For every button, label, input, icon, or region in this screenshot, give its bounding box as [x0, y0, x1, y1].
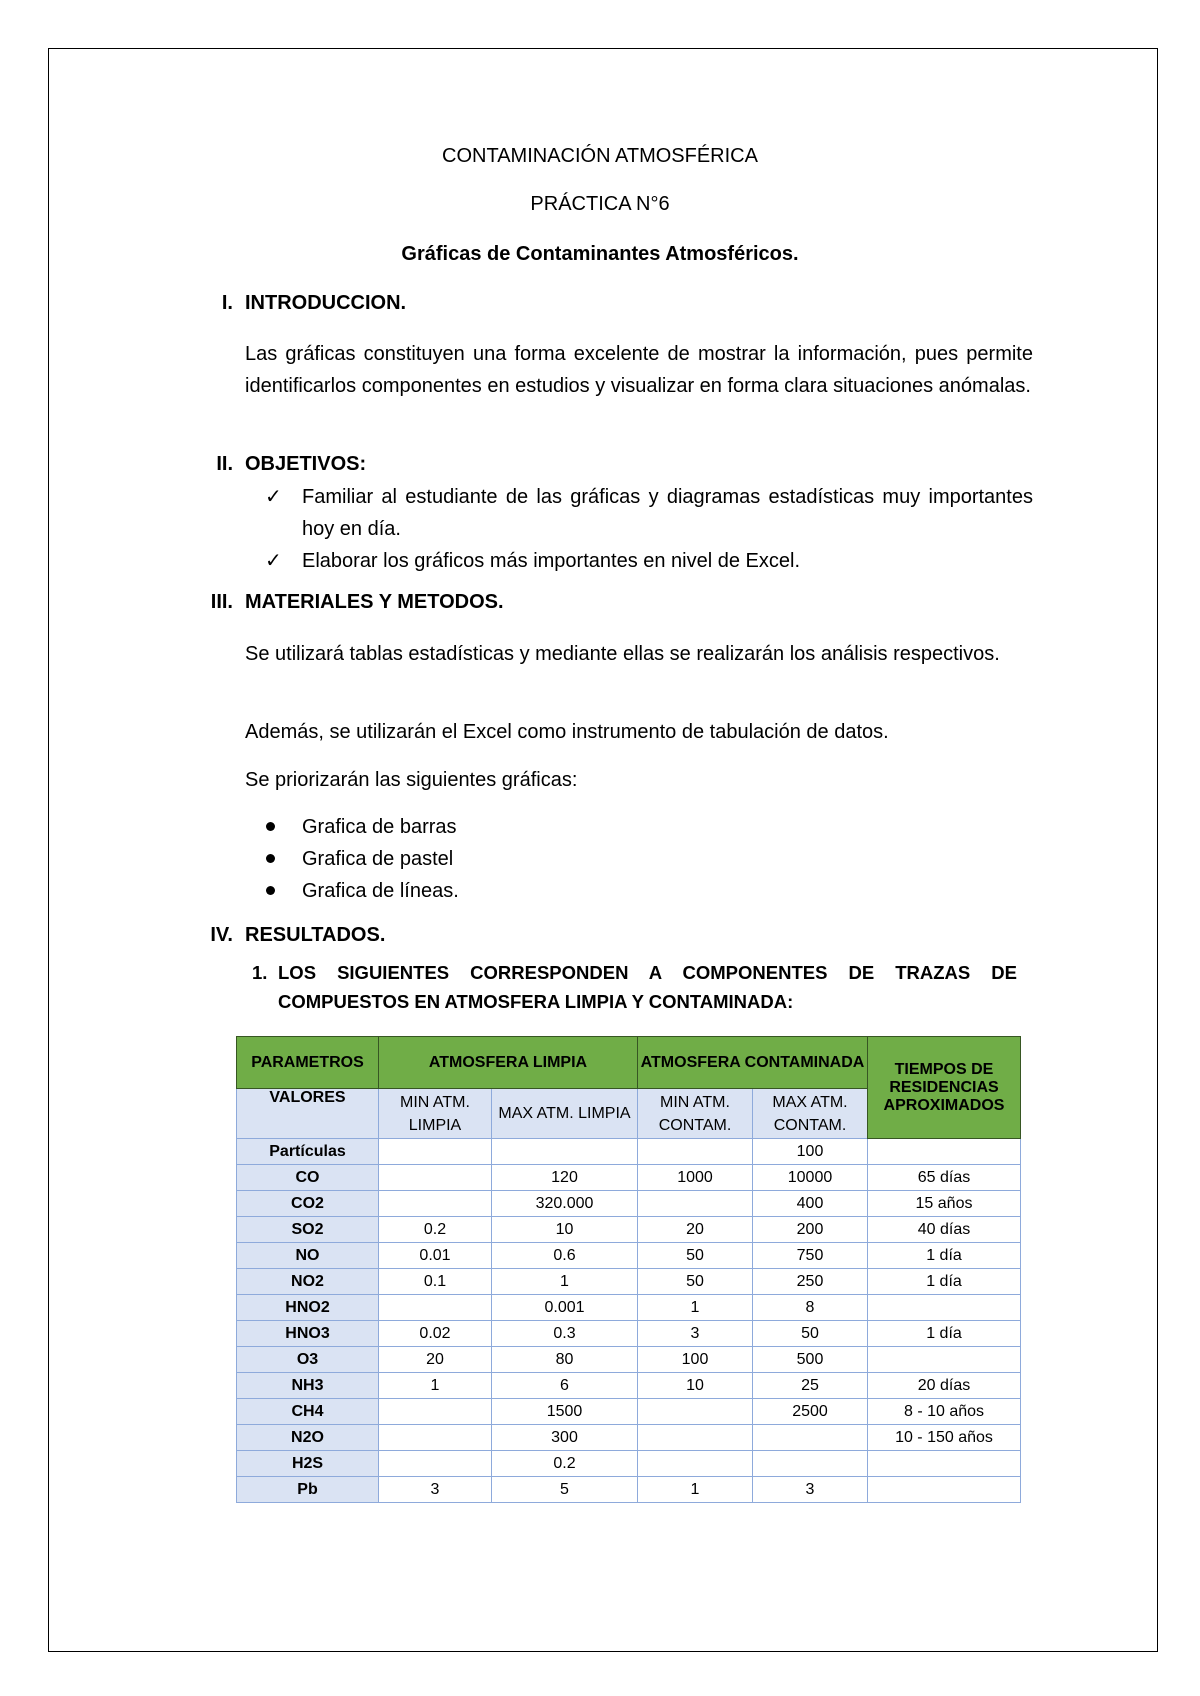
document-title: CONTAMINACIÓN ATMOSFÉRICA	[442, 145, 758, 167]
parameter-name: O3	[237, 1347, 379, 1373]
min-contam-value: 1	[638, 1295, 753, 1321]
residence-time-value: 15 años	[868, 1191, 1021, 1217]
section-number: III.	[210, 591, 233, 613]
residence-time-value: 10 - 150 años	[868, 1425, 1021, 1451]
bullet-icon	[266, 854, 275, 863]
parameter-name: NH3	[237, 1373, 379, 1399]
methods-paragraph-3: Se priorizarán las siguientes gráficas:	[245, 769, 578, 791]
min-contam-value	[638, 1399, 753, 1425]
min-contam-value: 100	[638, 1347, 753, 1373]
max-limpia-value: 1	[492, 1269, 638, 1295]
section-title: RESULTADOS.	[245, 924, 386, 946]
max-limpia-value: 80	[492, 1347, 638, 1373]
min-limpia-value: 3	[379, 1477, 492, 1503]
min-limpia-value	[379, 1399, 492, 1425]
min-limpia-value: 20	[379, 1347, 492, 1373]
header-min-limpia: MIN ATM. LIMPIA	[379, 1089, 492, 1139]
header-parametros: PARAMETROS	[237, 1037, 379, 1089]
table-row	[237, 1373, 1021, 1399]
table-row	[237, 1139, 1021, 1165]
min-limpia-value	[379, 1139, 492, 1165]
min-contam-value	[638, 1425, 753, 1451]
min-limpia-value: 1	[379, 1373, 492, 1399]
min-limpia-value	[379, 1295, 492, 1321]
header-tiempos-residencia: TIEMPOS DE RESIDENCIAS APROXIMADOS	[868, 1037, 1021, 1139]
max-contam-value	[753, 1451, 868, 1477]
residence-time-value	[868, 1139, 1021, 1165]
max-limpia-value: 120	[492, 1165, 638, 1191]
min-contam-value	[638, 1191, 753, 1217]
results-item	[252, 958, 1017, 1016]
document-subtitle: Gráficas de Contaminantes Atmosféricos.	[401, 243, 799, 265]
max-contam-value	[753, 1425, 868, 1451]
residence-time-value: 65 días	[868, 1165, 1021, 1191]
max-contam-value: 3	[753, 1477, 868, 1503]
section-heading-results	[210, 924, 386, 947]
max-limpia-value: 0.6	[492, 1243, 638, 1269]
header-max-limpia: MAX ATM. LIMPIA	[492, 1089, 638, 1139]
parameter-name: NO2	[237, 1269, 379, 1295]
min-limpia-value: 0.1	[379, 1269, 492, 1295]
header-min-contam: MIN ATM. CONTAM.	[638, 1089, 753, 1139]
min-contam-value: 3	[638, 1321, 753, 1347]
residence-time-value: 8 - 10 años	[868, 1399, 1021, 1425]
residence-time-value	[868, 1295, 1021, 1321]
min-contam-value: 50	[638, 1243, 753, 1269]
max-limpia-value: 1500	[492, 1399, 638, 1425]
table-row	[237, 1425, 1021, 1451]
residence-time-value	[868, 1477, 1021, 1503]
header-atmosfera-contaminada: ATMOSFERA CONTAMINADA	[638, 1037, 868, 1089]
max-contam-value: 2500	[753, 1399, 868, 1425]
parameter-name: CH4	[237, 1399, 379, 1425]
table-row	[237, 1217, 1021, 1243]
max-limpia-value: 0.3	[492, 1321, 638, 1347]
residence-time-value	[868, 1347, 1021, 1373]
min-limpia-value	[379, 1191, 492, 1217]
min-contam-value: 50	[638, 1269, 753, 1295]
max-contam-value: 750	[753, 1243, 868, 1269]
min-contam-value: 20	[638, 1217, 753, 1243]
section-heading-intro	[221, 292, 407, 315]
chart-type-item: Grafica de pastel	[302, 848, 454, 870]
max-limpia-value	[492, 1139, 638, 1165]
parameter-name: CO	[237, 1165, 379, 1191]
parameter-name: SO2	[237, 1217, 379, 1243]
parameter-name: H2S	[237, 1451, 379, 1477]
residence-time-value: 1 día	[868, 1321, 1021, 1347]
chart-type-item: Grafica de barras	[302, 816, 457, 838]
bullet-icon	[266, 886, 275, 895]
section-number: I.	[221, 292, 233, 314]
min-contam-value	[638, 1451, 753, 1477]
section-title: OBJETIVOS:	[245, 453, 367, 475]
min-limpia-value: 0.01	[379, 1243, 492, 1269]
section-number: II.	[216, 453, 233, 475]
max-contam-value: 10000	[753, 1165, 868, 1191]
practice-number: PRÁCTICA N°6	[530, 193, 670, 215]
max-contam-value: 25	[753, 1373, 868, 1399]
max-contam-value: 400	[753, 1191, 868, 1217]
min-limpia-value	[379, 1165, 492, 1191]
table-row	[237, 1347, 1021, 1373]
min-contam-value: 1000	[638, 1165, 753, 1191]
max-contam-value: 500	[753, 1347, 868, 1373]
section-heading-methods	[210, 591, 504, 614]
checkmark-icon: ✓	[265, 550, 282, 572]
max-limpia-value: 10	[492, 1217, 638, 1243]
max-limpia-value: 320.000	[492, 1191, 638, 1217]
methods-paragraph-1: Se utilizará tablas estadísticas y mediante ellas se realizarán los análisis respectivos.	[245, 643, 1000, 665]
table-row	[237, 1269, 1021, 1295]
max-contam-value: 8	[753, 1295, 868, 1321]
parameter-name: N2O	[237, 1425, 379, 1451]
max-contam-value: 50	[753, 1321, 868, 1347]
table-row	[237, 1191, 1021, 1217]
table-row	[237, 1477, 1021, 1503]
max-limpia-value: 0.2	[492, 1451, 638, 1477]
section-title: MATERIALES Y METODOS.	[245, 591, 504, 613]
max-contam-value: 250	[753, 1269, 868, 1295]
chart-type-item: Grafica de líneas.	[302, 880, 459, 902]
min-limpia-value: 0.02	[379, 1321, 492, 1347]
max-contam-value: 100	[753, 1139, 868, 1165]
residence-time-value	[868, 1451, 1021, 1477]
checkmark-icon: ✓	[265, 486, 282, 508]
parameter-name: HNO3	[237, 1321, 379, 1347]
max-limpia-value: 5	[492, 1477, 638, 1503]
parameter-name: Pb	[237, 1477, 379, 1503]
max-limpia-value: 0.001	[492, 1295, 638, 1321]
objective-item: Familiar al estudiante de las gráficas y diagramas estadísticas muy importantes hoy en día.	[302, 486, 1033, 540]
parameter-name: HNO2	[237, 1295, 379, 1321]
methods-paragraph-2: Además, se utilizarán el Excel como instrumento de tabulación de datos.	[245, 721, 889, 743]
max-limpia-value: 300	[492, 1425, 638, 1451]
parameter-name: CO2	[237, 1191, 379, 1217]
min-limpia-value: 0.2	[379, 1217, 492, 1243]
intro-paragraph: Las gráficas constituyen una forma excelente de mostrar la información, pues permite identificarlos componentes en estudios y visualizar en forma clara situaciones anómalas.	[245, 343, 1033, 397]
section-number: IV.	[210, 924, 233, 946]
residence-time-value: 20 días	[868, 1373, 1021, 1399]
residence-time-value: 1 día	[868, 1269, 1021, 1295]
min-limpia-value	[379, 1451, 492, 1477]
min-contam-value: 10	[638, 1373, 753, 1399]
bullet-icon	[266, 822, 275, 831]
residence-time-value: 40 días	[868, 1217, 1021, 1243]
min-contam-value	[638, 1139, 753, 1165]
parameter-name: Partículas	[237, 1139, 379, 1165]
residence-time-value: 1 día	[868, 1243, 1021, 1269]
table-row	[237, 1451, 1021, 1477]
header-atmosfera-limpia: ATMOSFERA LIMPIA	[379, 1037, 638, 1089]
min-contam-value: 1	[638, 1477, 753, 1503]
table-row	[237, 1295, 1021, 1321]
header-max-contam: MAX ATM. CONTAM.	[753, 1089, 868, 1139]
table-row	[237, 1165, 1021, 1191]
pollutants-table	[236, 1036, 1021, 1503]
table-row	[237, 1321, 1021, 1347]
section-heading-objectives	[216, 453, 367, 476]
results-item-number: 1.	[252, 962, 268, 983]
objective-item: Elaborar los gráficos más importantes en nivel de Excel.	[302, 550, 801, 572]
results-item-text: LOS SIGUIENTES CORRESPONDEN A COMPONENTES DE TRAZAS DE COMPUESTOS EN ATMOSFERA LIMPIA Y CONTAMINADA:	[278, 962, 1017, 1012]
section-title: INTRODUCCION.	[245, 292, 407, 314]
min-limpia-value	[379, 1425, 492, 1451]
parameter-name: NO	[237, 1243, 379, 1269]
table-row	[237, 1243, 1021, 1269]
header-valores: VALORES	[237, 1089, 379, 1139]
max-limpia-value: 6	[492, 1373, 638, 1399]
table-row	[237, 1399, 1021, 1425]
max-contam-value: 200	[753, 1217, 868, 1243]
